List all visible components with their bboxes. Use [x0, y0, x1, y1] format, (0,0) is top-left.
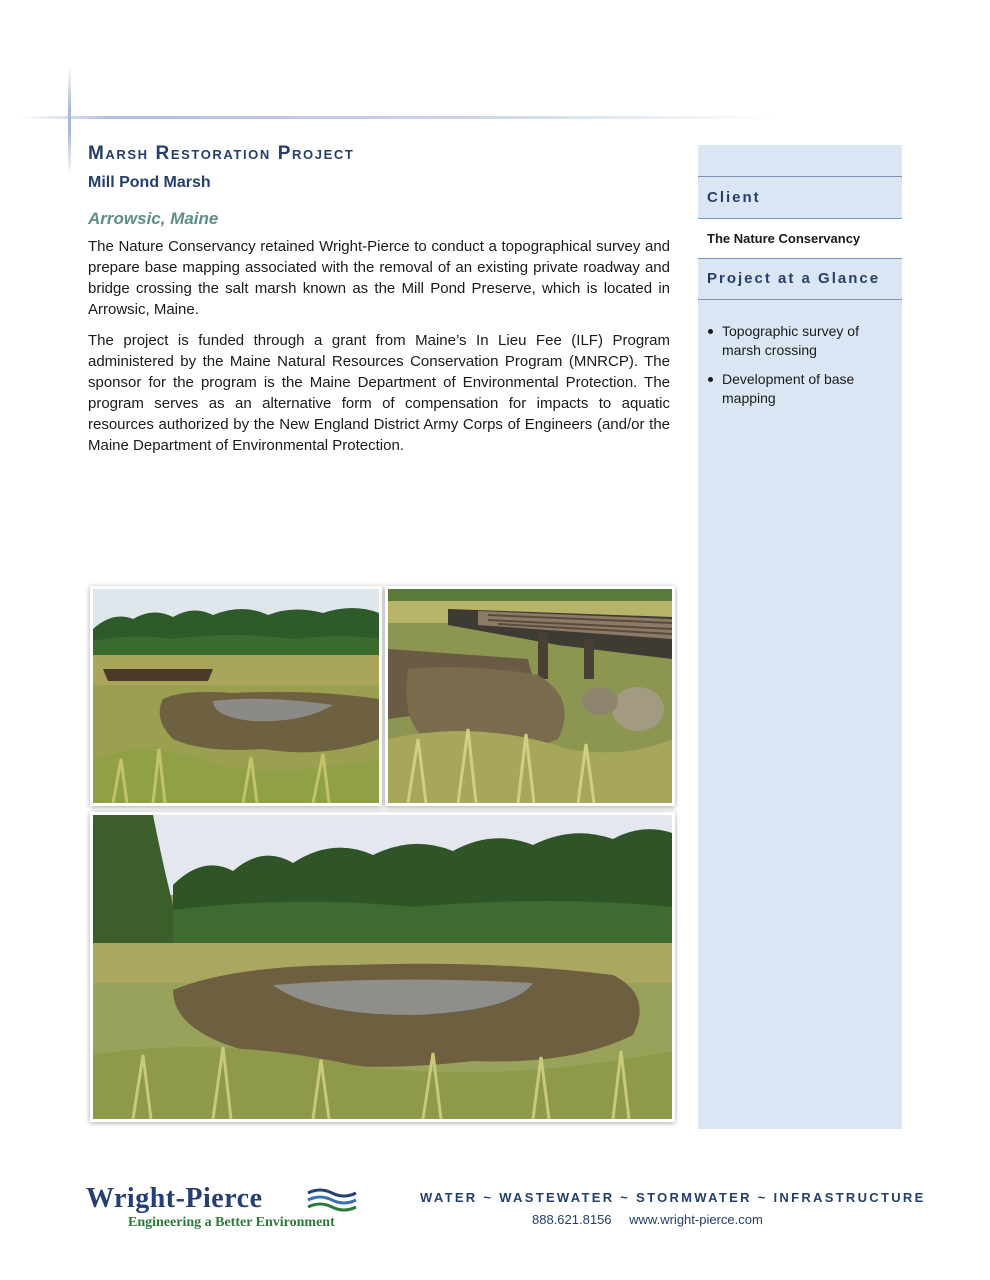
- logo-tagline: Engineering a Better Environment: [128, 1215, 335, 1230]
- sidebar-top-band: [698, 145, 902, 177]
- website-link[interactable]: www.wright-pierce.com: [629, 1212, 763, 1227]
- marsh-panorama-photo: [90, 812, 675, 1122]
- body-paragraph-2: The project is funded through a grant from Maine’s In Lieu Fee (ILF) Program administered by the Maine Natural Resources Conservation Program (MNRCP). The sponsor for the program is the Maine Department of Environmental Protection. The program serves as an alternative form of compensation for impacts to aquatic resources authorized by the New England District Army Corps of Engineers (and/or the Maine Department of Environmental Protection.: [88, 332, 670, 454]
- project-subtitle: Mill Pond Marsh: [88, 174, 211, 191]
- glance-heading: Project at a Glance: [698, 259, 902, 300]
- marsh-pond-photo: [90, 586, 382, 806]
- phone-number: 888.621.8156: [532, 1212, 612, 1227]
- header-rule-horizontal: [20, 116, 780, 119]
- header-rule-vertical: [68, 66, 71, 176]
- client-heading: Client: [698, 177, 902, 219]
- main-content: [88, 140, 670, 456]
- glance-item: Development of base mapping: [706, 370, 882, 408]
- waves-icon: [306, 1187, 358, 1213]
- glance-item: Topographic survey of marsh crossing: [706, 322, 882, 360]
- body-paragraph-1: The Nature Conservancy retained Wright-Pierce to conduct a topographical survey and prepare base mapping associated with the removal of an existing private roadway and bridge crossing the salt marsh known as the Mill Pond Preserve, which is located in Arrowsic, Maine.: [88, 238, 670, 318]
- glance-list: [698, 322, 902, 408]
- services-tagline: WATER ~ WASTEWATER ~ STORMWATER ~ INFRASTRUCTURE: [420, 1190, 926, 1205]
- sidebar: [698, 145, 902, 1129]
- bridge-crossing-photo: [385, 586, 675, 806]
- contact-info: [532, 1212, 763, 1227]
- company-logo: [86, 1183, 366, 1235]
- client-name: The Nature Conservancy: [698, 219, 902, 259]
- project-title: Marsh Restoration Project: [88, 143, 355, 164]
- logo-wordmark: Wright-Pierce: [86, 1183, 263, 1214]
- project-location: Arrowsic, Maine: [88, 209, 219, 228]
